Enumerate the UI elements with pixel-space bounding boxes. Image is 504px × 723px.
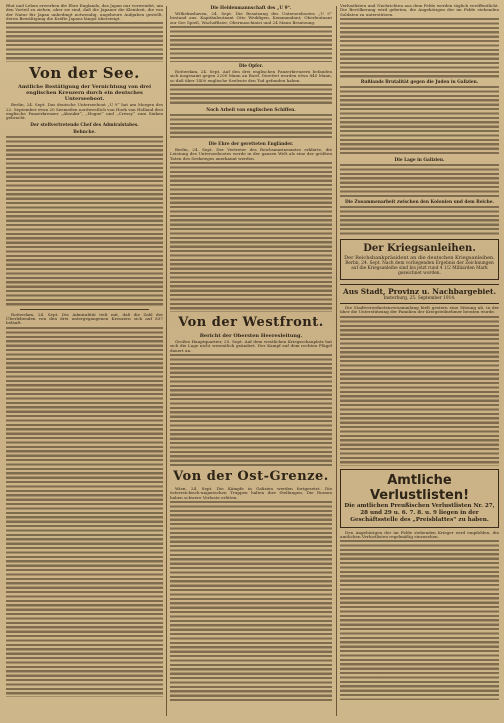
column-rule bbox=[166, 6, 167, 716]
article-text: Rotterdam, 24. Sept. Die Admiralität teilt mit, daß die Zahl der Überlebenden von den drei untergegangenen Kreuzern sich auf 837 beläuft. bbox=[6, 311, 163, 326]
notice-text: Die amtlichen Preußischen Verlustlisten Nr. 27, 28 und 29 u. 6. 7. 8. u. 9 liegen in der Geschäftsstelle des „Preisblattes“ zu haben. bbox=[344, 502, 495, 523]
text-block bbox=[340, 316, 499, 466]
signature: Behncke. bbox=[73, 129, 96, 135]
article-text: Großes Hauptquartier, 25. Sept. Auf dem westlichen Kriegsschauplatz hat sich die Lage nicht wesentlich geändert. Der Kampf auf dem rechten Flügel dauert an. bbox=[170, 339, 332, 353]
box-subtitle: Der Reichsbankpräsident an die deutschen Kriegsanleihen. bbox=[344, 255, 495, 262]
text-block bbox=[6, 136, 163, 306]
kriegsanleihe-box bbox=[340, 239, 499, 280]
text-block bbox=[340, 18, 499, 78]
text-block bbox=[6, 327, 163, 697]
article-text: Wien, 24. Sept. Die Kämpfe in Galizien werden fortgesetzt. Die österreichisch-ungarischen Truppen halten ihre Stellungen. Die Russen haben schwere Verluste erlitten. bbox=[170, 486, 332, 500]
text-block bbox=[340, 164, 499, 198]
article-title: Die Ehre der geretteten Engländer. bbox=[208, 142, 294, 148]
box-text: Berlin, 24. Sept. Nach dem vorliegenden Ergebnis der Zeichnungen auf die Kriegsanleihe sind bis jetzt rund 4 1/2 Milliarden Mark gezeichnet worden. bbox=[345, 261, 494, 277]
heading-ost-grenze: Von der Ost-Grenze. bbox=[173, 469, 329, 485]
column-1 bbox=[6, 4, 163, 719]
article-text: Berlin, 24. Sept. Das deutsche Unterseeboot „U 9“ hat am Morgen des 22. September etwa 20 Seemeilen nordwestlich von Hoek van Holland drei englische Panzerkreuzer „Aboukir“, „Hogue“ und „Cressy“ zum Sinken gebracht. bbox=[6, 102, 163, 121]
box-title: Der Kriegsanleihen. bbox=[363, 243, 476, 255]
text-block bbox=[340, 86, 499, 156]
article-title: Die Heldenmannschaft des „U 9“. bbox=[210, 6, 292, 11]
heading-westfront: Von der Westfront. bbox=[178, 315, 324, 331]
dateline: Insterburg, 25. September 1914. bbox=[383, 296, 456, 302]
article-text: Berlin, 24. Sept. Der Vertreter des Reichsmarineamtes erklärte, die Leistung des Unterseebootes werde in der ganzen Welt als eine der größten Taten des Seekrieges anerkannt werden. bbox=[170, 147, 332, 161]
section-title: Aus Stadt, Provinz u. Nachbargebiet. bbox=[342, 287, 497, 297]
text-block bbox=[170, 162, 332, 312]
text-block bbox=[170, 501, 332, 701]
divider bbox=[20, 309, 149, 310]
text-block bbox=[340, 206, 499, 236]
article-title: Die Zusammenarbeit zwischen den Kolonien und dem Reiche. bbox=[344, 200, 495, 206]
article-text: Wilhelmshaven, 24. Sept. Die Besatzung des Unterseebootes „U 9“ bestand aus: Kapitänleutnant Otto Weddigen, Kommandant; Oberleutnant zur See Spieß, Wachoffizier, Obermaschinist und 24 Mann Besatzung. bbox=[170, 11, 332, 25]
subheading: Amtliche Bestätigung der Vernichtung von drei englischen Kreuzern durch ein deutsches Unterseeboot. bbox=[17, 84, 151, 103]
column-2 bbox=[170, 4, 332, 719]
subheading: Bericht der Obersten Heeresleitung. bbox=[199, 333, 303, 340]
section-header-stadt bbox=[340, 284, 499, 304]
verlustlisten-notice bbox=[340, 469, 499, 528]
column-3 bbox=[340, 4, 499, 719]
text-block bbox=[6, 22, 163, 62]
article-title: Die Lage in Galizien. bbox=[394, 158, 445, 164]
text-block bbox=[170, 354, 332, 466]
text-block bbox=[170, 26, 332, 62]
text-block bbox=[170, 84, 332, 106]
article-text: Blut und Leben erwerben die Ehre Englands, das Japan nur vorwendet, um den Vorteil zu ziehen, aber sie sind, daß die Japaner die Kleinheit, die von der Natur für Japan unbedingt notwendig, ungeheure Aufgaben gestellt, deren Bewältigung die Kräfte Japans längst übersteigt. bbox=[6, 4, 163, 22]
article-text: Den Angehörigen der im Felde stehenden Krieger wird empfohlen, die amtlichen Verlustlisten regelmäßig einzusehen. bbox=[340, 529, 499, 540]
heading-von-der-see: Von der See. bbox=[29, 64, 140, 83]
subheading-admiralstab: Der stellvertretende Chef des Admiralstabes. bbox=[30, 122, 139, 128]
article-title: Die Opfer. bbox=[238, 64, 264, 70]
notice-title: Amtliche Verlustlisten! bbox=[369, 472, 470, 503]
article-text: Die Stadtverordnetenversammlung hielt gestern eine Sitzung ab, in der über die Unterstützung der Familien der Kriegsteilnehmer beraten wurde. bbox=[340, 305, 499, 315]
article-title: Noch Arbeit von englischen Schiffen. bbox=[206, 108, 296, 114]
text-block bbox=[340, 540, 499, 700]
article-text: Verlustlisten und Nachrichten aus dem Felde werden täglich veröffentlicht. Die Bevölkerung wird gebeten, die Angehörigen der im Felde stehenden Soldaten zu unterstützen. bbox=[340, 4, 499, 17]
article-text: Rotterdam, 24. Sept. Auf den drei englischen Panzerkreuzern befanden sich insgesamt gegen 2200 Mann an Bord. Gerettet wurden etwa 840 Mann, so daß über 1400 englische Seeleute den Tod gefunden haben. bbox=[170, 69, 332, 83]
article-title: Rußlands Brutalität gegen die Juden in Galizien. bbox=[360, 80, 479, 86]
column-rule bbox=[336, 6, 337, 716]
text-block bbox=[170, 114, 332, 140]
